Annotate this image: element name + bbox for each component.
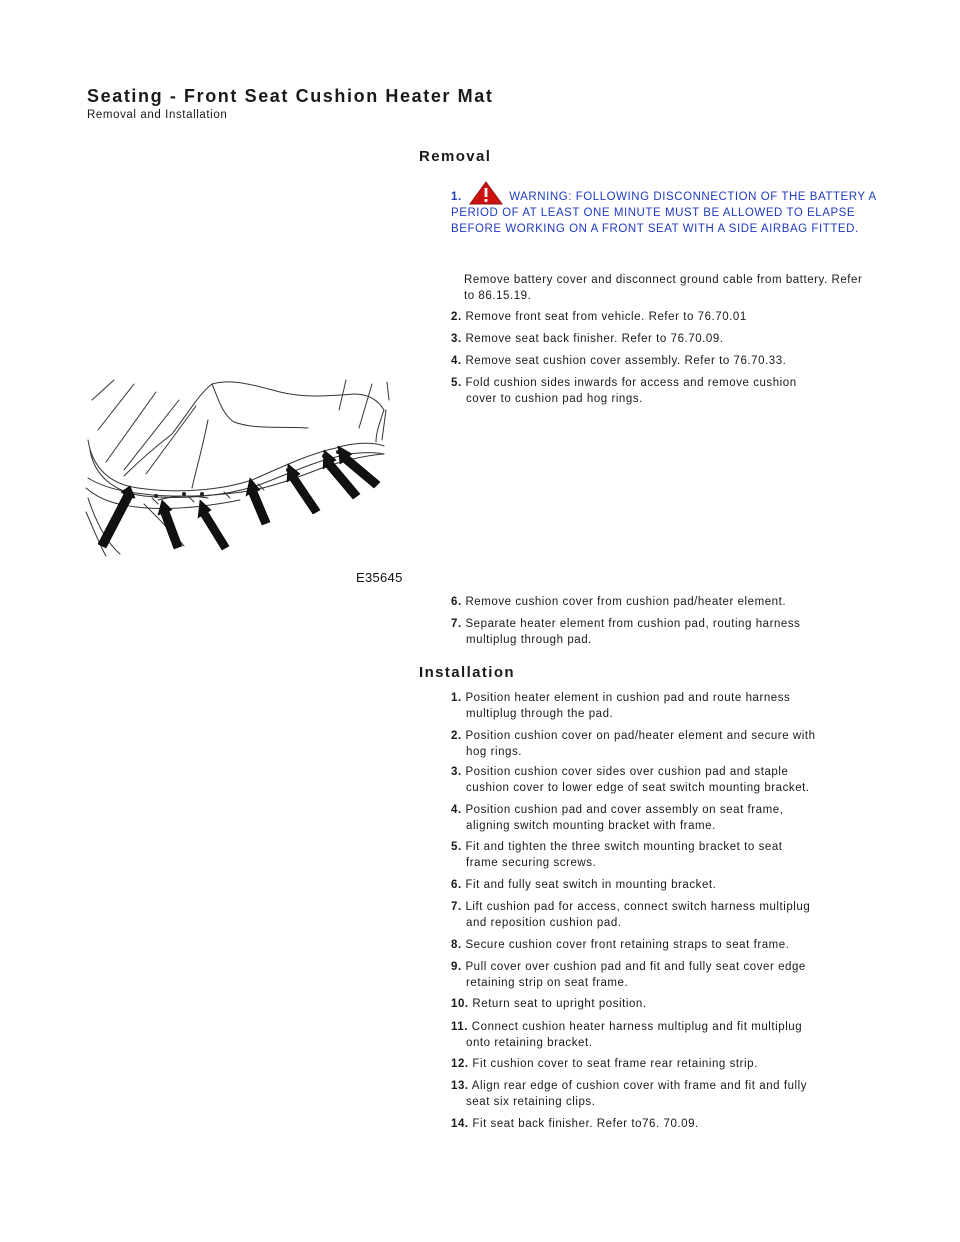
- step-text-continued: and reposition cushion pad.: [466, 916, 622, 929]
- step-number: 2.: [451, 730, 462, 742]
- step-number: 1.: [451, 692, 462, 704]
- step-number: 2.: [451, 311, 462, 323]
- step-number: 3.: [451, 333, 462, 345]
- step-text: Fold cushion sides inwards for access and remove cushion: [465, 377, 797, 389]
- step-number: 10.: [451, 998, 469, 1010]
- page-subtitle: Removal and Installation: [87, 109, 228, 121]
- installation-step: [451, 729, 881, 760]
- installation-step: [451, 691, 881, 722]
- step-text: Fit and fully seat switch in mounting bracket.: [465, 879, 717, 891]
- removal-step: [451, 332, 881, 348]
- installation-step: [451, 878, 881, 894]
- step-text: Return seat to upright position.: [472, 998, 647, 1010]
- step-number: 7.: [451, 901, 462, 913]
- step-text: Fit and tighten the three switch mounting bracket to seat: [465, 841, 783, 853]
- step-text: Secure cushion cover front retaining straps to seat frame.: [465, 939, 790, 951]
- page-title: Seating - Front Seat Cushion Heater Mat: [87, 86, 494, 106]
- installation-step: [451, 840, 881, 871]
- step-text: Remove seat back finisher. Refer to 76.70.09.: [465, 333, 724, 345]
- step-number: 3.: [451, 766, 462, 778]
- warning-step-number: 1.: [451, 191, 462, 203]
- step-number: 5.: [451, 377, 462, 389]
- step-number: 8.: [451, 939, 462, 951]
- installation-step: [451, 900, 881, 931]
- installation-step: [451, 1020, 881, 1051]
- removal-step: [451, 376, 881, 407]
- installation-step: [451, 803, 881, 834]
- step-number: 7.: [451, 618, 462, 630]
- step-number: 5.: [451, 841, 462, 853]
- step-number: 13.: [451, 1080, 469, 1092]
- step-text-continued: retaining strip on seat frame.: [466, 976, 629, 989]
- step-number: 14.: [451, 1118, 469, 1130]
- removal-step: [451, 310, 881, 326]
- step-text: Position cushion cover on pad/heater element and secure with: [465, 730, 816, 742]
- step-text: Remove front seat from vehicle. Refer to 76.70.01: [465, 311, 747, 323]
- step-text: Remove cushion cover from cushion pad/heater element.: [465, 596, 787, 608]
- step-text-continued: cover to cushion pad hog rings.: [466, 392, 643, 405]
- step-text-continued: onto retaining bracket.: [466, 1036, 593, 1049]
- warning-text: WARNING: FOLLOWING DISCONNECTION OF THE BATTERY A PERIOD OF AT LEAST ONE MINUTE MUST BE ALLOWED TO ELAPSE BEFORE WORKING ON A FRONT SEAT WITH A SIDE AIRBAG FITTED.: [451, 191, 877, 235]
- step-text-continued: multiplug through pad.: [466, 633, 592, 646]
- step-text: Lift cushion pad for access, connect switch harness multiplug: [465, 901, 811, 913]
- installation-heading: Installation: [419, 664, 515, 681]
- step-text: Position heater element in cushion pad and route harness: [465, 692, 791, 704]
- step-text: Fit cushion cover to seat frame rear retaining strip.: [472, 1058, 758, 1070]
- step-text-continued: hog rings.: [466, 745, 523, 758]
- step-text-continued: seat six retaining clips.: [466, 1095, 596, 1108]
- removal-step: [451, 617, 881, 648]
- installation-step: [451, 938, 881, 954]
- seat-cushion-illustration: [84, 370, 414, 595]
- step-text: Position cushion cover sides over cushion pad and staple: [465, 766, 789, 778]
- installation-step: [451, 960, 881, 991]
- step-number: 9.: [451, 961, 462, 973]
- step-text: Pull cover over cushion pad and fit and fully seat cover edge: [465, 961, 806, 973]
- step-number: 4.: [451, 355, 462, 367]
- removal-heading: Removal: [419, 148, 492, 165]
- removal-step-1-text: Remove battery cover and disconnect ground cable from battery. Refer to 86.15.19.: [464, 274, 863, 302]
- installation-step: [451, 997, 881, 1013]
- removal-step: [451, 354, 881, 370]
- step-number: 4.: [451, 804, 462, 816]
- step-number: 6.: [451, 879, 462, 891]
- step-text: Fit seat back finisher. Refer to76. 70.09.: [472, 1118, 699, 1130]
- step-text: Connect cushion heater harness multiplug and fit multiplug: [471, 1021, 803, 1033]
- step-text: Remove seat cushion cover assembly. Refer to 76.70.33.: [465, 355, 787, 367]
- step-text: Position cushion pad and cover assembly on seat frame,: [465, 804, 784, 816]
- step-text: Align rear edge of cushion cover with frame and fit and fully: [471, 1080, 808, 1092]
- step-text-continued: frame securing screws.: [466, 856, 597, 869]
- removal-step: [451, 595, 881, 611]
- installation-step: [451, 1079, 881, 1110]
- figure-label: E35645: [356, 570, 403, 585]
- warning-triangle-icon: [469, 181, 503, 205]
- step-text-continued: multiplug through the pad.: [466, 707, 614, 720]
- installation-step: [451, 765, 881, 796]
- installation-step: [451, 1057, 881, 1073]
- step-number: 11.: [451, 1021, 469, 1033]
- warning-step: [451, 181, 881, 237]
- step-number: 6.: [451, 596, 462, 608]
- step-text-continued: aligning switch mounting bracket with frame.: [466, 819, 716, 832]
- step-text-continued: cushion cover to lower edge of seat switch mounting bracket.: [466, 781, 810, 794]
- step-text: Separate heater element from cushion pad, routing harness: [465, 618, 801, 630]
- step-number: 12.: [451, 1058, 469, 1070]
- installation-step: [451, 1117, 881, 1133]
